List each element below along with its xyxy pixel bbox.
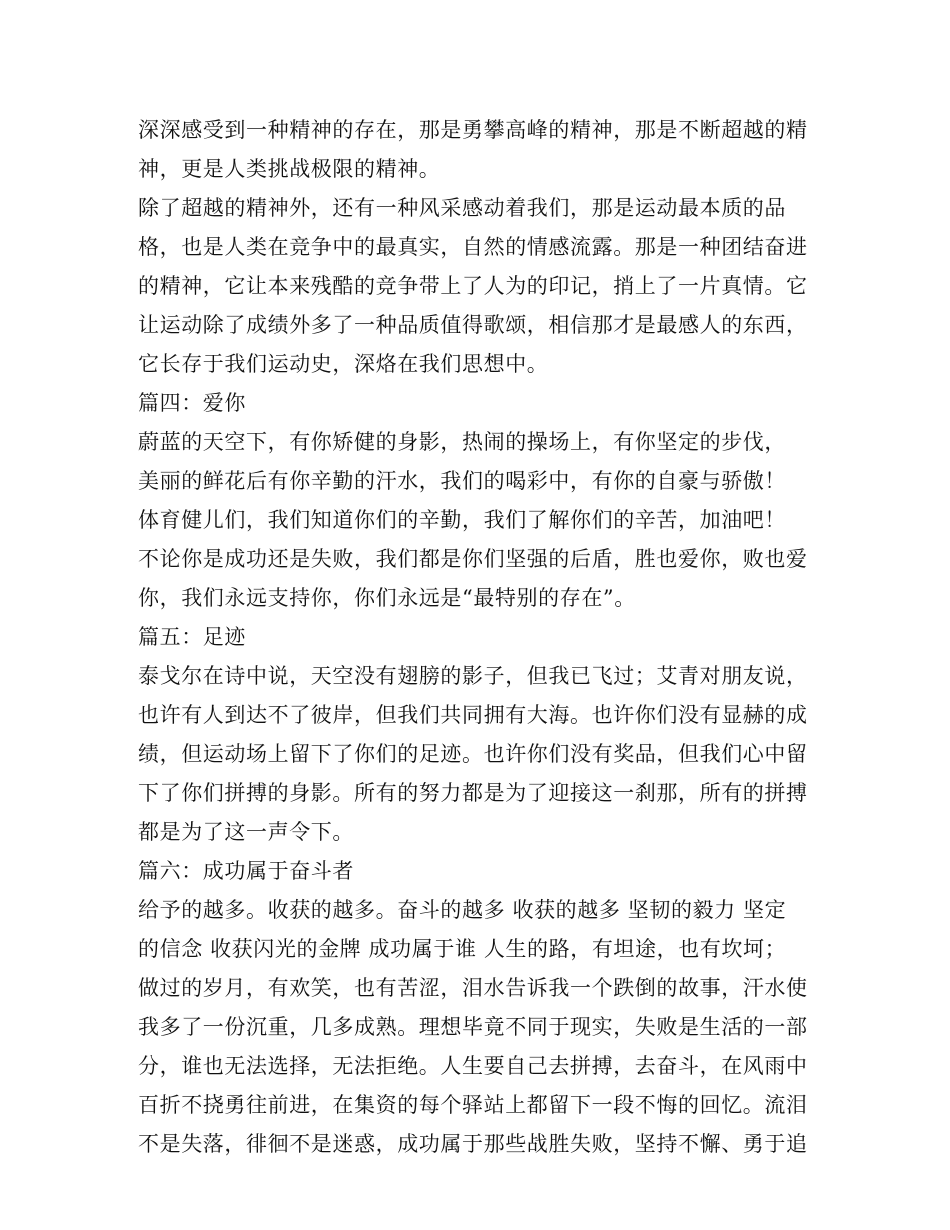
text-line: 给予的越多。收获的越多。奋斗的越多 收获的越多 坚韧的毅力 坚定 <box>138 898 787 922</box>
text-line: 的信念 收获闪光的金牌 成功属于谁 人生的路，有坦途，也有坎坷； <box>138 937 787 961</box>
text-line: 下了你们拼搏的身影。所有的努力都是为了迎接这一刹那，所有的拼搏 <box>138 781 808 805</box>
text-line: 不论你是成功还是失败，我们都是你们坚强的后盾，胜也爱你，败也爱 <box>138 547 808 571</box>
text-line: 让运动除了成绩外多了一种品质值得歌颂，相信那才是最感人的东西， <box>138 313 808 337</box>
text-line: 蔚蓝的天空下，有你矫健的身影，热闹的操场上，有你坚定的步伐， <box>138 430 786 454</box>
text-line: 美丽的鲜花后有你辛勤的汗水，我们的喝彩中，有你的自豪与骄傲！ <box>138 469 786 493</box>
text-line: 的精神，它让本来残酷的竞争带上了人为的印记，捎上了一片真情。它 <box>138 274 808 298</box>
section-heading: 篇六：成功属于奋斗者 <box>138 859 354 883</box>
section-heading: 篇五：足迹 <box>138 625 246 649</box>
text-line: 格，也是人类在竞争中的最真实，自然的情感流露。那是一种团结奋进 <box>138 235 808 259</box>
text-line: 我多了一份沉重，几多成熟。理想毕竟不同于现实，失败是生活的一部 <box>138 1015 808 1039</box>
text-line: 你，我们永远支持你，你们永远是“最特别的存在”。 <box>138 586 636 610</box>
text-line: 深深感受到一种精神的存在，那是勇攀高峰的精神，那是不断超越的精 <box>138 118 808 142</box>
text-line: 除了超越的精神外，还有一种风采感动着我们，那是运动最本质的品 <box>138 196 786 220</box>
text-line: 做过的岁月，有欢笑，也有苦涩，泪水告诉我一个跌倒的故事，汗水使 <box>138 976 808 1000</box>
text-line: 都是为了这一声令下。 <box>138 820 354 844</box>
text-line: 百折不挠勇往前进，在集资的每个驿站上都留下一段不悔的回忆。流泪 <box>138 1093 808 1117</box>
text-line: 体育健儿们，我们知道你们的辛勤，我们了解你们的辛苦，加油吧！ <box>138 508 786 532</box>
text-line: 也许有人到达不了彼岸，但我们共同拥有大海。也许你们没有显赫的成 <box>138 703 808 727</box>
text-line: 不是失落，徘徊不是迷惑，成功属于那些战胜失败，坚持不懈、勇于追 <box>138 1132 808 1156</box>
text-line: 泰戈尔在诗中说，天空没有翅膀的影子，但我已飞过；艾青对朋友说， <box>138 664 808 688</box>
text-line: 神，更是人类挑战极限的精神。 <box>138 157 441 181</box>
text-line: 绩，但运动场上留下了你们的足迹。也许你们没有奖品，但我们心中留 <box>138 742 808 766</box>
text-line: 它长存于我们运动史，深烙在我们思想中。 <box>138 352 549 376</box>
text-line: 分，谁也无法选择，无法拒绝。人生要自己去拼搏，去奋斗，在风雨中 <box>138 1054 808 1078</box>
section-heading: 篇四：爱你 <box>138 391 246 415</box>
